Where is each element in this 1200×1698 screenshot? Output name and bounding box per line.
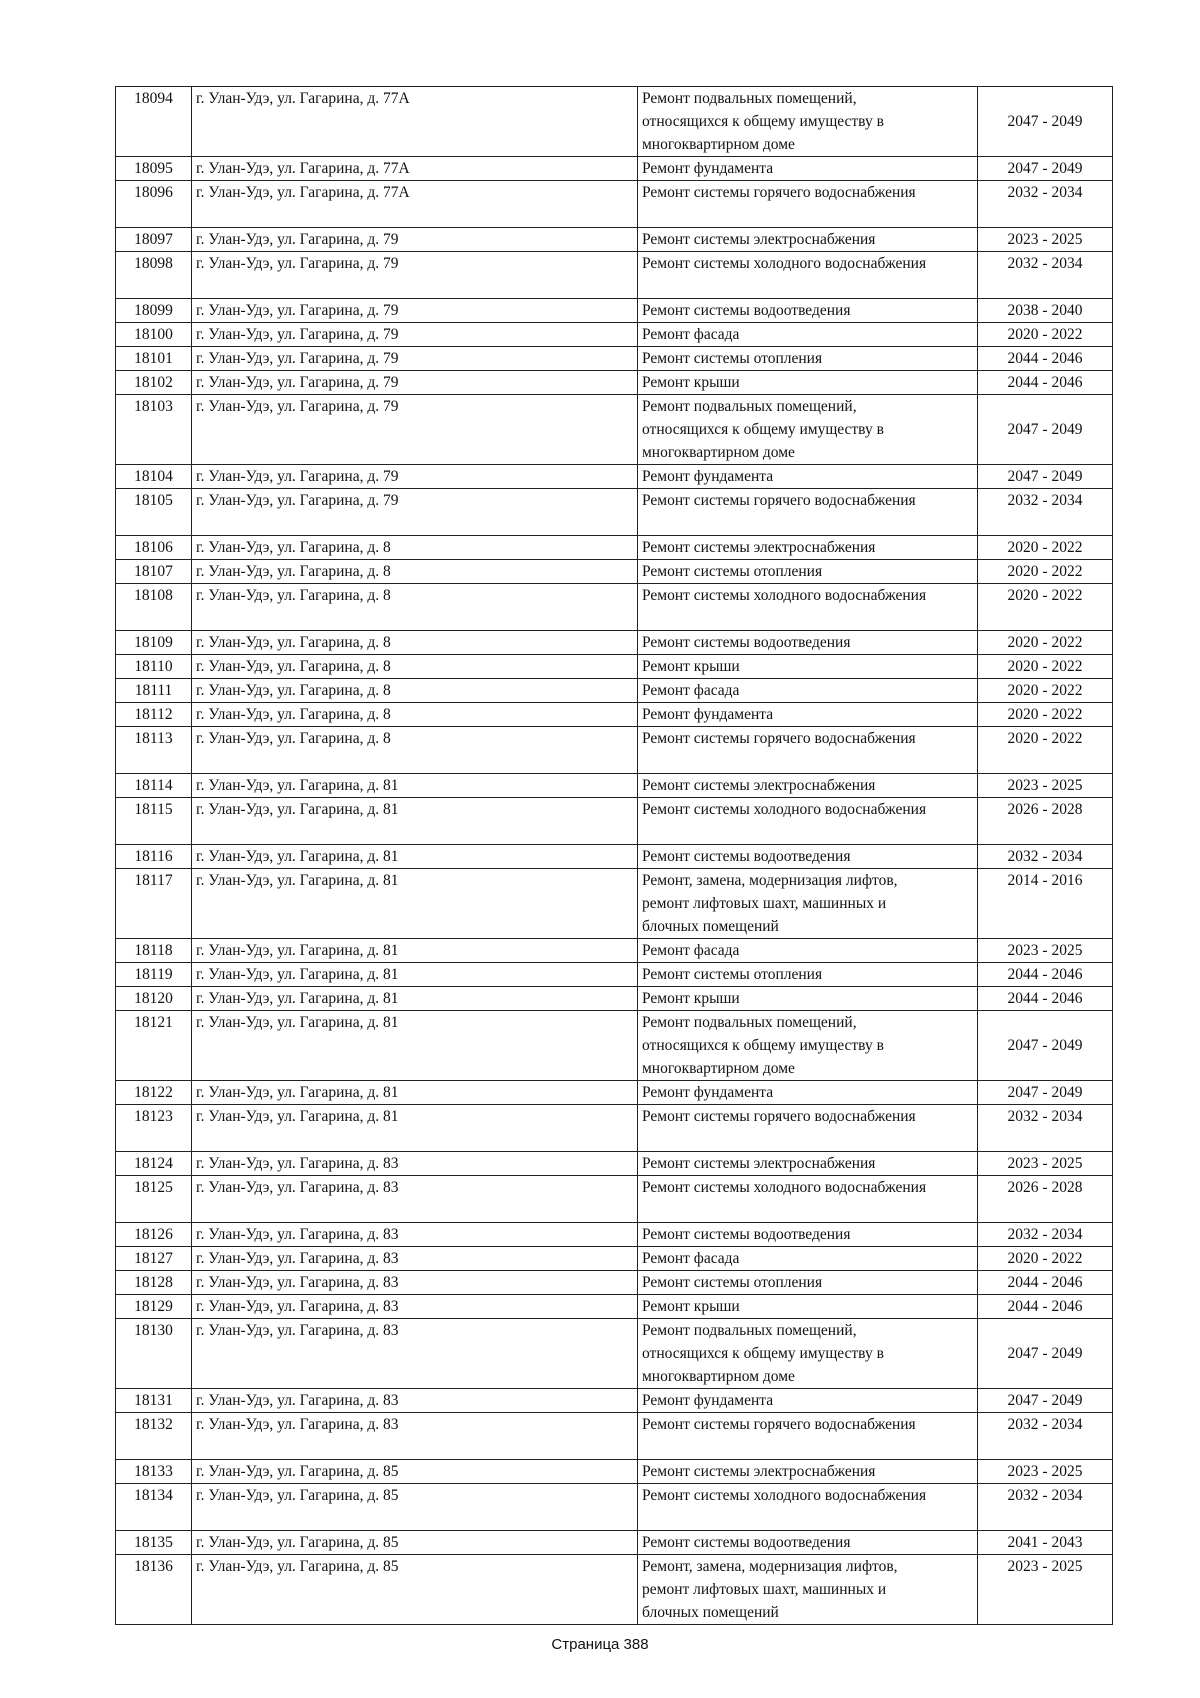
table-row [116, 252, 1113, 299]
address-cell: г. Улан-Удэ, ул. Гагарина, д. 8 [192, 655, 638, 679]
row-number-cell: 18106 [116, 536, 192, 560]
table-row [116, 963, 1113, 987]
work-type-cell: Ремонт системы водоотведения [638, 845, 978, 869]
period-cell: 2020 - 2022 [978, 679, 1113, 703]
table-row [116, 1271, 1113, 1295]
period-cell: 2041 - 2043 [978, 1531, 1113, 1555]
address-cell: г. Улан-Удэ, ул. Гагарина, д. 79 [192, 228, 638, 252]
period-cell: 2014 - 2016 [978, 869, 1113, 939]
row-number-cell: 18108 [116, 584, 192, 631]
address-cell: г. Улан-Удэ, ул. Гагарина, д. 8 [192, 703, 638, 727]
table-row [116, 323, 1113, 347]
row-number-cell: 18126 [116, 1223, 192, 1247]
period-cell: 2032 - 2034 [978, 1105, 1113, 1152]
address-cell: г. Улан-Удэ, ул. Гагарина, д. 79 [192, 299, 638, 323]
period-cell: 2044 - 2046 [978, 963, 1113, 987]
period-cell: 2047 - 2049 [978, 465, 1113, 489]
address-cell: г. Улан-Удэ, ул. Гагарина, д. 81 [192, 1081, 638, 1105]
row-number-cell: 18127 [116, 1247, 192, 1271]
work-type-cell: Ремонт подвальных помещений, относящихся к общему имуществу в многоквартирном доме [638, 1319, 978, 1389]
address-cell: г. Улан-Удэ, ул. Гагарина, д. 85 [192, 1484, 638, 1531]
address-cell: г. Улан-Удэ, ул. Гагарина, д. 8 [192, 631, 638, 655]
row-number-cell: 18120 [116, 987, 192, 1011]
table-row [116, 655, 1113, 679]
table-row [116, 536, 1113, 560]
period-cell: 2023 - 2025 [978, 939, 1113, 963]
address-cell: г. Улан-Удэ, ул. Гагарина, д. 81 [192, 1105, 638, 1152]
table-row [116, 1413, 1113, 1460]
work-type-cell: Ремонт системы отопления [638, 963, 978, 987]
address-cell: г. Улан-Удэ, ул. Гагарина, д. 83 [192, 1223, 638, 1247]
work-type-cell: Ремонт системы холодного водоснабжения [638, 1484, 978, 1531]
work-type-cell: Ремонт фундамента [638, 157, 978, 181]
table-row [116, 703, 1113, 727]
work-type-cell: Ремонт фасада [638, 1247, 978, 1271]
work-type-cell: Ремонт системы холодного водоснабжения [638, 1176, 978, 1223]
period-cell: 2044 - 2046 [978, 371, 1113, 395]
row-number-cell: 18095 [116, 157, 192, 181]
address-cell: г. Улан-Удэ, ул. Гагарина, д. 8 [192, 679, 638, 703]
row-number-cell: 18102 [116, 371, 192, 395]
work-type-cell: Ремонт, замена, модернизация лифтов, ремонт лифтовых шахт, машинных и блочных помещений [638, 869, 978, 939]
address-cell: г. Улан-Удэ, ул. Гагарина, д. 81 [192, 798, 638, 845]
period-cell: 2047 - 2049 [978, 1319, 1113, 1389]
address-cell: г. Улан-Удэ, ул. Гагарина, д. 8 [192, 584, 638, 631]
row-number-cell: 18128 [116, 1271, 192, 1295]
period-cell: 2026 - 2028 [978, 1176, 1113, 1223]
work-type-cell: Ремонт системы горячего водоснабжения [638, 727, 978, 774]
period-cell: 2044 - 2046 [978, 1271, 1113, 1295]
work-type-cell: Ремонт системы горячего водоснабжения [638, 1105, 978, 1152]
row-number-cell: 18097 [116, 228, 192, 252]
row-number-cell: 18100 [116, 323, 192, 347]
table-row [116, 228, 1113, 252]
table-row [116, 1460, 1113, 1484]
address-cell: г. Улан-Удэ, ул. Гагарина, д. 79 [192, 371, 638, 395]
address-cell: г. Улан-Удэ, ул. Гагарина, д. 83 [192, 1271, 638, 1295]
table-row [116, 1531, 1113, 1555]
address-cell: г. Улан-Удэ, ул. Гагарина, д. 83 [192, 1152, 638, 1176]
table-row [116, 1319, 1113, 1389]
table-row [116, 347, 1113, 371]
row-number-cell: 18098 [116, 252, 192, 299]
address-cell: г. Улан-Удэ, ул. Гагарина, д. 77А [192, 157, 638, 181]
period-cell: 2032 - 2034 [978, 1484, 1113, 1531]
work-type-cell: Ремонт подвальных помещений, относящихся к общему имуществу в многоквартирном доме [638, 87, 978, 157]
address-cell: г. Улан-Удэ, ул. Гагарина, д. 83 [192, 1176, 638, 1223]
work-type-cell: Ремонт системы холодного водоснабжения [638, 798, 978, 845]
period-cell: 2047 - 2049 [978, 157, 1113, 181]
address-cell: г. Улан-Удэ, ул. Гагарина, д. 79 [192, 489, 638, 536]
work-type-cell: Ремонт системы электроснабжения [638, 228, 978, 252]
work-type-cell: Ремонт системы электроснабжения [638, 1152, 978, 1176]
address-cell: г. Улан-Удэ, ул. Гагарина, д. 83 [192, 1413, 638, 1460]
period-cell: 2047 - 2049 [978, 1081, 1113, 1105]
work-type-cell: Ремонт фундамента [638, 703, 978, 727]
table-row [116, 1011, 1113, 1081]
address-cell: г. Улан-Удэ, ул. Гагарина, д. 79 [192, 252, 638, 299]
address-cell: г. Улан-Удэ, ул. Гагарина, д. 85 [192, 1460, 638, 1484]
work-type-cell: Ремонт системы водоотведения [638, 299, 978, 323]
row-number-cell: 18114 [116, 774, 192, 798]
period-cell: 2020 - 2022 [978, 631, 1113, 655]
address-cell: г. Улан-Удэ, ул. Гагарина, д. 85 [192, 1531, 638, 1555]
row-number-cell: 18103 [116, 395, 192, 465]
row-number-cell: 18135 [116, 1531, 192, 1555]
work-type-cell: Ремонт фундамента [638, 1389, 978, 1413]
address-cell: г. Улан-Удэ, ул. Гагарина, д. 83 [192, 1247, 638, 1271]
period-cell: 2044 - 2046 [978, 1295, 1113, 1319]
address-cell: г. Улан-Удэ, ул. Гагарина, д. 81 [192, 1011, 638, 1081]
address-cell: г. Улан-Удэ, ул. Гагарина, д. 79 [192, 465, 638, 489]
row-number-cell: 18112 [116, 703, 192, 727]
period-cell: 2032 - 2034 [978, 845, 1113, 869]
row-number-cell: 18131 [116, 1389, 192, 1413]
table-row [116, 1555, 1113, 1625]
address-cell: г. Улан-Удэ, ул. Гагарина, д. 81 [192, 963, 638, 987]
work-type-cell: Ремонт системы холодного водоснабжения [638, 252, 978, 299]
work-type-cell: Ремонт системы отопления [638, 1271, 978, 1295]
period-cell: 2020 - 2022 [978, 727, 1113, 774]
table-row [116, 939, 1113, 963]
capital-repair-table [115, 86, 1113, 1625]
table-row [116, 584, 1113, 631]
row-number-cell: 18121 [116, 1011, 192, 1081]
row-number-cell: 18113 [116, 727, 192, 774]
period-cell: 2023 - 2025 [978, 774, 1113, 798]
address-cell: г. Улан-Удэ, ул. Гагарина, д. 77А [192, 87, 638, 157]
table-row [116, 798, 1113, 845]
row-number-cell: 18115 [116, 798, 192, 845]
period-cell: 2047 - 2049 [978, 395, 1113, 465]
work-type-cell: Ремонт системы холодного водоснабжения [638, 584, 978, 631]
address-cell: г. Улан-Удэ, ул. Гагарина, д. 79 [192, 347, 638, 371]
row-number-cell: 18132 [116, 1413, 192, 1460]
row-number-cell: 18129 [116, 1295, 192, 1319]
period-cell: 2020 - 2022 [978, 584, 1113, 631]
table-row [116, 987, 1113, 1011]
address-cell: г. Улан-Удэ, ул. Гагарина, д. 8 [192, 560, 638, 584]
work-type-cell: Ремонт фундамента [638, 465, 978, 489]
work-type-cell: Ремонт фундамента [638, 1081, 978, 1105]
work-type-cell: Ремонт крыши [638, 655, 978, 679]
row-number-cell: 18125 [116, 1176, 192, 1223]
address-cell: г. Улан-Удэ, ул. Гагарина, д. 77А [192, 181, 638, 228]
table-row [116, 679, 1113, 703]
row-number-cell: 18096 [116, 181, 192, 228]
row-number-cell: 18101 [116, 347, 192, 371]
row-number-cell: 18110 [116, 655, 192, 679]
work-type-cell: Ремонт крыши [638, 1295, 978, 1319]
period-cell: 2026 - 2028 [978, 798, 1113, 845]
work-type-cell: Ремонт системы отопления [638, 347, 978, 371]
period-cell: 2020 - 2022 [978, 655, 1113, 679]
period-cell: 2044 - 2046 [978, 987, 1113, 1011]
table-row [116, 1105, 1113, 1152]
table-row [116, 869, 1113, 939]
row-number-cell: 18134 [116, 1484, 192, 1531]
table-row [116, 1484, 1113, 1531]
address-cell: г. Улан-Удэ, ул. Гагарина, д. 81 [192, 845, 638, 869]
table-row [116, 87, 1113, 157]
table-row [116, 395, 1113, 465]
period-cell: 2032 - 2034 [978, 1413, 1113, 1460]
table-row [116, 1247, 1113, 1271]
address-cell: г. Улан-Удэ, ул. Гагарина, д. 83 [192, 1295, 638, 1319]
table-row [116, 1081, 1113, 1105]
period-cell: 2023 - 2025 [978, 1460, 1113, 1484]
period-cell: 2038 - 2040 [978, 299, 1113, 323]
address-cell: г. Улан-Удэ, ул. Гагарина, д. 81 [192, 987, 638, 1011]
table-row [116, 489, 1113, 536]
period-cell: 2032 - 2034 [978, 252, 1113, 299]
table-row [116, 181, 1113, 228]
period-cell: 2020 - 2022 [978, 1247, 1113, 1271]
period-cell: 2032 - 2034 [978, 1223, 1113, 1247]
row-number-cell: 18124 [116, 1152, 192, 1176]
period-cell: 2020 - 2022 [978, 703, 1113, 727]
period-cell: 2020 - 2022 [978, 536, 1113, 560]
address-cell: г. Улан-Удэ, ул. Гагарина, д. 81 [192, 774, 638, 798]
address-cell: г. Улан-Удэ, ул. Гагарина, д. 85 [192, 1555, 638, 1625]
address-cell: г. Улан-Удэ, ул. Гагарина, д. 81 [192, 869, 638, 939]
page-number: Страница 388 [551, 1636, 649, 1653]
row-number-cell: 18133 [116, 1460, 192, 1484]
row-number-cell: 18116 [116, 845, 192, 869]
work-type-cell: Ремонт, замена, модернизация лифтов, ремонт лифтовых шахт, машинных и блочных помещений [638, 1555, 978, 1625]
address-cell: г. Улан-Удэ, ул. Гагарина, д. 83 [192, 1319, 638, 1389]
period-cell: 2023 - 2025 [978, 1555, 1113, 1625]
work-type-cell: Ремонт крыши [638, 371, 978, 395]
row-number-cell: 18119 [116, 963, 192, 987]
period-cell: 2020 - 2022 [978, 560, 1113, 584]
work-type-cell: Ремонт системы водоотведения [638, 1531, 978, 1555]
row-number-cell: 18117 [116, 869, 192, 939]
table-row [116, 465, 1113, 489]
work-type-cell: Ремонт фасада [638, 679, 978, 703]
address-cell: г. Улан-Удэ, ул. Гагарина, д. 8 [192, 536, 638, 560]
work-type-cell: Ремонт крыши [638, 987, 978, 1011]
period-cell: 2047 - 2049 [978, 1389, 1113, 1413]
work-type-cell: Ремонт подвальных помещений, относящихся к общему имуществу в многоквартирном доме [638, 395, 978, 465]
row-number-cell: 18109 [116, 631, 192, 655]
period-cell: 2023 - 2025 [978, 1152, 1113, 1176]
period-cell: 2020 - 2022 [978, 323, 1113, 347]
work-type-cell: Ремонт системы электроснабжения [638, 536, 978, 560]
table-row [116, 1223, 1113, 1247]
period-cell: 2032 - 2034 [978, 181, 1113, 228]
period-cell: 2044 - 2046 [978, 347, 1113, 371]
table-row [116, 1152, 1113, 1176]
work-type-cell: Ремонт системы горячего водоснабжения [638, 489, 978, 536]
row-number-cell: 18130 [116, 1319, 192, 1389]
address-cell: г. Улан-Удэ, ул. Гагарина, д. 79 [192, 323, 638, 347]
work-type-cell: Ремонт фасада [638, 323, 978, 347]
row-number-cell: 18122 [116, 1081, 192, 1105]
work-type-cell: Ремонт системы горячего водоснабжения [638, 181, 978, 228]
table-row [116, 371, 1113, 395]
row-number-cell: 18099 [116, 299, 192, 323]
row-number-cell: 18136 [116, 1555, 192, 1625]
table-row [116, 727, 1113, 774]
row-number-cell: 18094 [116, 87, 192, 157]
table-row [116, 1295, 1113, 1319]
address-cell: г. Улан-Удэ, ул. Гагарина, д. 83 [192, 1389, 638, 1413]
row-number-cell: 18107 [116, 560, 192, 584]
row-number-cell: 18111 [116, 679, 192, 703]
table-row [116, 774, 1113, 798]
table-row [116, 1389, 1113, 1413]
work-type-cell: Ремонт системы электроснабжения [638, 774, 978, 798]
work-type-cell: Ремонт системы отопления [638, 560, 978, 584]
period-cell: 2047 - 2049 [978, 1011, 1113, 1081]
row-number-cell: 18105 [116, 489, 192, 536]
table-row [116, 299, 1113, 323]
period-cell: 2047 - 2049 [978, 87, 1113, 157]
work-type-cell: Ремонт системы водоотведения [638, 1223, 978, 1247]
work-type-cell: Ремонт системы электроснабжения [638, 1460, 978, 1484]
work-type-cell: Ремонт подвальных помещений, относящихся к общему имуществу в многоквартирном доме [638, 1011, 978, 1081]
table-row [116, 845, 1113, 869]
period-cell: 2032 - 2034 [978, 489, 1113, 536]
work-type-cell: Ремонт системы горячего водоснабжения [638, 1413, 978, 1460]
address-cell: г. Улан-Удэ, ул. Гагарина, д. 8 [192, 727, 638, 774]
work-type-cell: Ремонт фасада [638, 939, 978, 963]
table-row [116, 1176, 1113, 1223]
table-body [116, 87, 1113, 1625]
row-number-cell: 18118 [116, 939, 192, 963]
table-row [116, 157, 1113, 181]
row-number-cell: 18104 [116, 465, 192, 489]
table-row [116, 631, 1113, 655]
address-cell: г. Улан-Удэ, ул. Гагарина, д. 79 [192, 395, 638, 465]
row-number-cell: 18123 [116, 1105, 192, 1152]
table-row [116, 560, 1113, 584]
period-cell: 2023 - 2025 [978, 228, 1113, 252]
address-cell: г. Улан-Удэ, ул. Гагарина, д. 81 [192, 939, 638, 963]
work-type-cell: Ремонт системы водоотведения [638, 631, 978, 655]
